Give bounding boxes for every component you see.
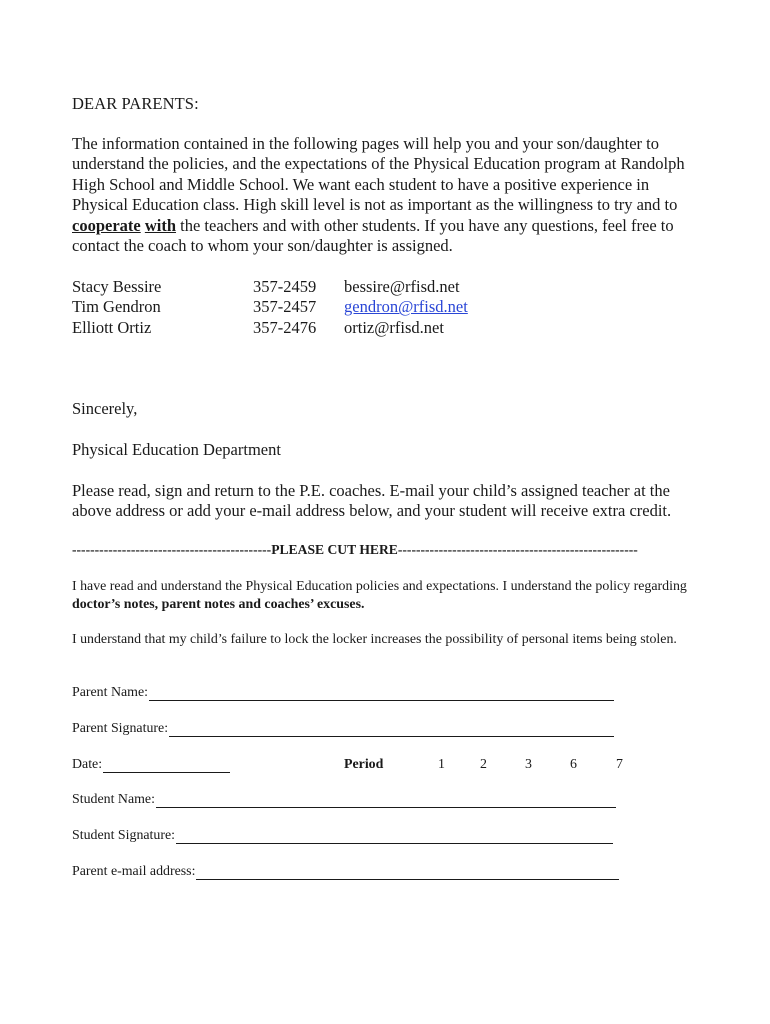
student-signature-field — [72, 828, 613, 844]
parent-email-input-line[interactable] — [196, 866, 619, 880]
date-input-line[interactable] — [103, 759, 230, 773]
date-field — [72, 757, 230, 773]
parent-signature-field — [72, 721, 614, 737]
cut-dashes-left: -------------------------------------------- — [72, 542, 272, 557]
intro-paragraph — [72, 134, 702, 256]
contact-name: Tim Gendron — [72, 297, 161, 317]
intro-text-part1: The information contained in the following pages will help you and your son/daughter to understand the policies, and the expectations of the Physical Education program at Randolph High School and Middle School. We want each student to have a positive experience in Physical Education class. High skill level is not as important as the willingness to try and to — [72, 134, 685, 215]
date-label: Date: — [72, 757, 103, 772]
period-option[interactable]: 3 — [525, 757, 532, 772]
parent-signature-input-line[interactable] — [169, 723, 614, 737]
contact-phone: 357-2459 — [253, 277, 317, 296]
contact-phone: 357-2476 — [253, 317, 317, 337]
student-name-input-line[interactable] — [156, 794, 616, 808]
acknowledgement-policies — [72, 578, 702, 614]
contact-email: ortiz@rfisd.net — [344, 317, 444, 337]
period-option[interactable]: 2 — [480, 757, 487, 772]
student-name-label: Student Name: — [72, 792, 155, 807]
parent-name-label: Parent Name: — [72, 685, 148, 700]
ack1-text: I have read and understand the Physical Education policies and expectations. I understand the policy regarding — [72, 579, 687, 594]
emphasis-cooperate: cooperate — [72, 215, 141, 235]
contact-email-link[interactable]: gendron@rfisd.net — [344, 297, 468, 317]
cut-here-line — [72, 542, 702, 558]
cut-label: PLEASE CUT HERE — [271, 542, 398, 557]
contact-row — [72, 297, 468, 317]
closing: Sincerely, — [72, 399, 138, 418]
ack1-bold-text: doctor’s notes, parent notes and coaches’ excuses. — [72, 596, 365, 612]
parent-email-field — [72, 864, 619, 880]
contact-row — [72, 277, 468, 297]
intro-text-part2: the teachers and with other students. If you have any questions, feel free to contact the coach to whom your son/daughter is assigned. — [72, 215, 674, 256]
contact-email: bessire@rfisd.net — [344, 277, 460, 296]
student-signature-input-line[interactable] — [176, 830, 613, 844]
parent-name-input-line[interactable] — [149, 687, 614, 701]
acknowledgement-locker: I understand that my child’s failure to lock the locker increases the possibility of personal items being stolen. — [72, 632, 677, 647]
contact-name: Stacy Bessire — [72, 277, 162, 296]
contact-row — [72, 318, 468, 338]
period-label: Period — [344, 757, 384, 772]
period-option[interactable]: 6 — [570, 757, 577, 772]
parent-name-field — [72, 685, 614, 701]
student-signature-label: Student Signature: — [72, 828, 176, 843]
contact-phone: 357-2457 — [253, 297, 317, 317]
greeting: DEAR PARENTS: — [72, 94, 199, 113]
contact-name: Elliott Ortiz — [72, 317, 152, 337]
emphasis-with: with — [144, 215, 177, 235]
parent-signature-label: Parent Signature: — [72, 721, 169, 736]
student-name-field — [72, 792, 616, 808]
parent-email-label: Parent e-mail address: — [72, 864, 196, 879]
cut-dashes-right: ----------------------------------------------------- — [397, 542, 638, 557]
return-instructions: Please read, sign and return to the P.E. coaches. E-mail your child’s assigned teacher at the above address or add your e-mail address below, and your student will receive extra credit. — [72, 481, 672, 521]
period-option[interactable]: 7 — [616, 757, 623, 772]
contact-list — [72, 277, 468, 338]
period-option[interactable]: 1 — [438, 757, 445, 772]
signature-department: Physical Education Department — [72, 440, 281, 459]
